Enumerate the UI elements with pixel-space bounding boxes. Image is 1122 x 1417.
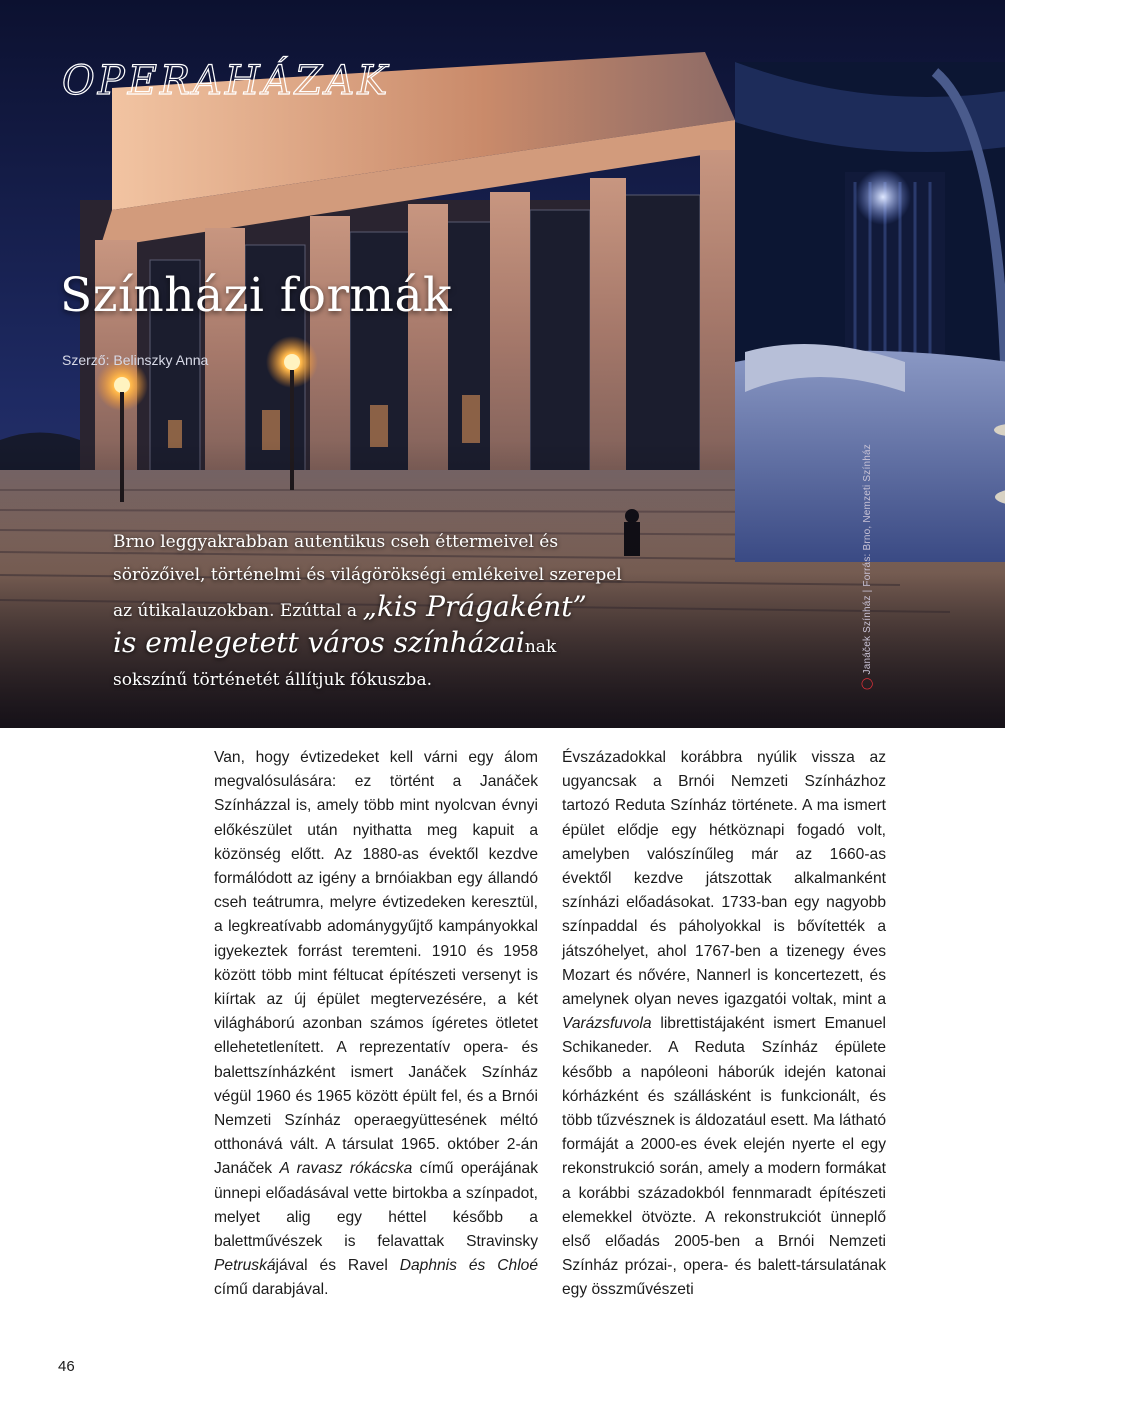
- body-text: Van, hogy évtizedeket kell várni egy álom megvalósulására: ez történt a Janáček Színházzal is, amely több mint nyolcvan évnyi előkészület után nyithatta meg kapuit a közönség előtt. Az 1880-as évektől kezdve formálódott az igény a brnóiakban egy állandó cseh teátrumra, melyre évtizedeken keresztül, a legkreatívabb adománygyűjtő kampányokkal igyekeztek forrást teremteni. 1910 és 1958 között több mint féltucat építészeti versenyt is kiírtak az új épület megtervezésére, a két világháború azonban számos ígéretes ötletet ellehetetlenített. A reprezentatív opera- és balettszínházként ismert Janáček Színház végül 1960 és 1965 között épült fel, és a Brnói Nemzeti Színház operaegyüttesének méltó otthonává vált. A társulat 1965. október 2-án Janáček: [214, 749, 538, 1178]
- lead-line: sörözőivel, történelmi és világörökségi emlékeivel szerepel: [113, 565, 622, 585]
- lead-emphasis: is emlegetett város színházai: [113, 626, 525, 659]
- lead-line: az útikalauzokban. Ezúttal a: [113, 601, 363, 621]
- page-number: 46: [58, 1358, 75, 1375]
- work-title: Varázsfuvola: [562, 1015, 652, 1033]
- hero-photo: [0, 0, 1005, 728]
- work-title: Petruská: [214, 1257, 276, 1275]
- lead-paragraph: [113, 526, 713, 697]
- article-author: Szerző: Belinszky Anna: [62, 352, 209, 368]
- body-text: című darabjával.: [214, 1281, 329, 1299]
- body-text: librettistájaként ismert Emanuel Schikaneder. A Reduta Színház épülete később a napóleoni háborúk idején katonai kórházként és szállásként is funkcionált, és több tűzvésznek is áldozatául esett. Ma látható formáját a 2000-es évek elején nyerte el egy rekonstrukció során, amely a modern formákat a korábbi századokból fennmaradt építészeti elemekkel ötvözte. A rekonstrukciót ünneplő első előadás 2005-ben a Brnói Nemzeti Színház prózai-, opera- és balett-társulatának egy összművészeti: [562, 1015, 886, 1299]
- body-text: Évszázadokkal korábbra nyúlik vissza az ugyancsak a Brnói Nemzeti Színházhoz tartozó Reduta Színház története. A ma ismert épület elődje egy hétköznapi fogadó volt, amelyben valószínűleg már az 1660-as évektől kezdve játszottak alkalmanként színházi előadásokat. 1733-ban egy nagyobb színpaddal és páholyokkal is bővítették a játszóhelyet, ahol 1767-ben a tizenegy éves Mozart és nővére, Nannerl is koncertezett, és amelynek olyan neves igazgatói voltak, mint a: [562, 749, 886, 1009]
- article-title: Színházi formák: [60, 268, 453, 323]
- body-text: jával és Ravel: [275, 1257, 400, 1275]
- photo-credit: [860, 444, 873, 690]
- paragraph: [214, 746, 538, 1303]
- camera-icon: ◯: [861, 677, 873, 690]
- article-column-right: [562, 746, 886, 1303]
- photo-credit-text: Janáček Színház | Forrás: Brno, Nemzeti Színház: [862, 444, 873, 675]
- paragraph: [562, 746, 886, 1303]
- lead-suffix: nak: [524, 637, 557, 657]
- body-text: című operájának ünnepi előadásával vette birtokba a színpadot, melyet alig egy héttel később a balettművészek is felavattak Stravinsky: [214, 1160, 538, 1251]
- work-title: A ravasz rókácska: [279, 1160, 413, 1178]
- section-label: OPERAHÁZAK: [62, 58, 391, 104]
- lead-emphasis: „kis Prágaként”: [362, 590, 587, 623]
- work-title: Daphnis és Chloé: [399, 1257, 539, 1275]
- page-margin: [1005, 0, 1122, 62]
- lead-line: Brno leggyakrabban autentikus cseh éttermeivel és: [113, 532, 559, 552]
- article-column-left: [214, 746, 538, 1303]
- lead-line: sokszínű történetét állítjuk fókuszba.: [113, 670, 432, 690]
